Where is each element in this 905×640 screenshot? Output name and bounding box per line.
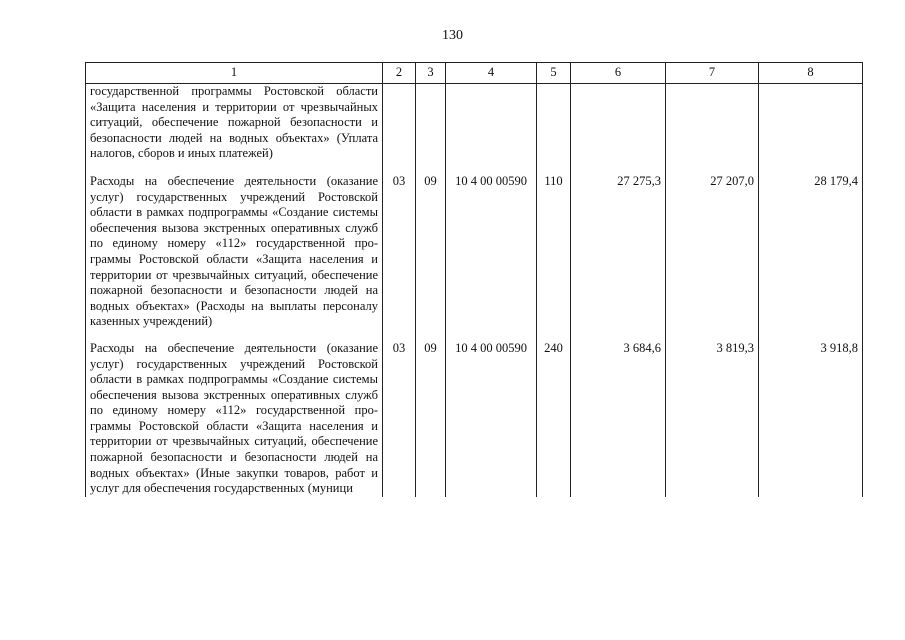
page-number: 130	[442, 28, 463, 43]
row-description: государственной программы Ростовской области «Защита населения и территории от чрезвычайных ситуаций, обеспечение пожарной безопасности и безопасности людей на водных объектах» (Уплата налогов, сборов и иных платежей)	[86, 84, 383, 174]
row-amount-col7: 27 207,0	[666, 174, 759, 341]
row-expense-type: 110	[537, 174, 571, 341]
row-target-article: 10 4 00 00590	[446, 174, 537, 341]
row-amount-col7: 3 819,3	[666, 341, 759, 497]
row-amount-col6: 27 275,3	[571, 174, 666, 341]
table-row	[86, 174, 863, 341]
row-amount-col6	[571, 84, 666, 174]
row-description: Расходы на обеспечение деятельности (оказание услуг) государственных учреждений Ростовской области в рамках подпрограммы «Создание системы обеспечения вызова экстренных оперативных служб по единому номеру «112» государственной программы Ростовской области «Защита населения и территории от чрезвычайных ситуаций, обеспечение пожарной безопасности и безопасности людей на водных объектах» (Иные закупки товаров, работ и услуг для обеспечения государственных (муници	[86, 341, 383, 497]
row-section	[383, 84, 416, 174]
row-subsection	[416, 84, 446, 174]
row-amount-col8	[759, 84, 863, 174]
row-amount-col8: 3 918,8	[759, 341, 863, 497]
row-target-article: 10 4 00 00590	[446, 341, 537, 497]
column-header-5: 5	[537, 63, 571, 84]
column-header-3: 3	[416, 63, 446, 84]
column-header-7: 7	[666, 63, 759, 84]
table-row	[86, 341, 863, 497]
column-header-1: 1	[86, 63, 383, 84]
column-header-6: 6	[571, 63, 666, 84]
row-amount-col7	[666, 84, 759, 174]
column-header-2: 2	[383, 63, 416, 84]
row-description: Расходы на обеспечение деятельности (оказание услуг) государственных учреждений Ростовской области в рамках подпрограммы «Создание системы обеспечения вызова экстренных оперативных служб по единому номеру «112» государственной программы Ростовской области «Защита населения и территории от чрезвычайных ситуаций, обеспечение пожарной безопасности и безопасности людей на водных объектах» (Расходы на выплаты персоналу казенных учреждений)	[86, 174, 383, 341]
table-row	[86, 84, 863, 174]
row-section: 03	[383, 341, 416, 497]
budget-table	[85, 62, 863, 497]
header-row	[86, 63, 863, 84]
row-subsection: 09	[416, 341, 446, 497]
row-section: 03	[383, 174, 416, 341]
column-header-8: 8	[759, 63, 863, 84]
row-target-article	[446, 84, 537, 174]
row-expense-type	[537, 84, 571, 174]
row-amount-col8: 28 179,4	[759, 174, 863, 341]
row-expense-type: 240	[537, 341, 571, 497]
row-amount-col6: 3 684,6	[571, 341, 666, 497]
column-header-4: 4	[446, 63, 537, 84]
row-subsection: 09	[416, 174, 446, 341]
